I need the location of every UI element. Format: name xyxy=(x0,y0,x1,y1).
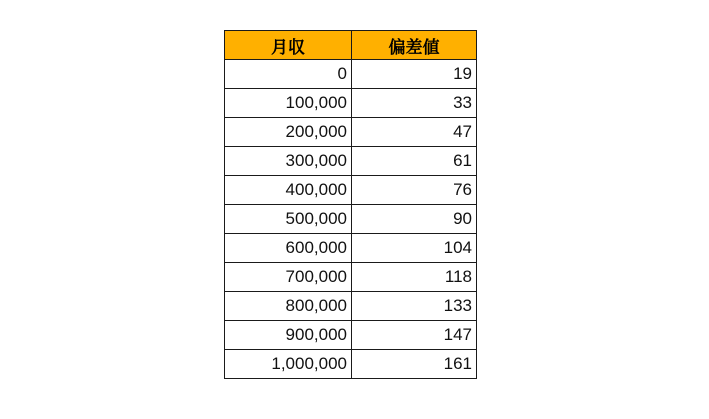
deviation-score-cell[interactable]: 90 xyxy=(352,205,477,234)
monthly-income-cell[interactable]: 800,000 xyxy=(225,292,352,321)
table-row xyxy=(225,205,477,234)
column-header-monthly-income: 月収 xyxy=(225,31,352,60)
table-row xyxy=(225,234,477,263)
deviation-score-cell[interactable]: 76 xyxy=(352,176,477,205)
deviation-score-cell[interactable]: 61 xyxy=(352,147,477,176)
table-row xyxy=(225,176,477,205)
monthly-income-cell[interactable]: 200,000 xyxy=(225,118,352,147)
deviation-score-cell[interactable]: 104 xyxy=(352,234,477,263)
table-row xyxy=(225,118,477,147)
monthly-income-cell[interactable]: 1,000,000 xyxy=(225,350,352,379)
monthly-income-cell[interactable]: 0 xyxy=(225,60,352,89)
monthly-income-cell[interactable]: 400,000 xyxy=(225,176,352,205)
monthly-income-cell[interactable]: 900,000 xyxy=(225,321,352,350)
table-row xyxy=(225,60,477,89)
deviation-score-cell[interactable]: 118 xyxy=(352,263,477,292)
table-row xyxy=(225,292,477,321)
table-row xyxy=(225,321,477,350)
deviation-score-cell[interactable]: 47 xyxy=(352,118,477,147)
monthly-income-cell[interactable]: 300,000 xyxy=(225,147,352,176)
table-row xyxy=(225,263,477,292)
monthly-income-cell[interactable]: 600,000 xyxy=(225,234,352,263)
table-row xyxy=(225,350,477,379)
table-row xyxy=(225,147,477,176)
monthly-income-cell[interactable]: 500,000 xyxy=(225,205,352,234)
deviation-score-cell[interactable]: 147 xyxy=(352,321,477,350)
column-header-deviation-score: 偏差値 xyxy=(352,31,477,60)
income-deviation-table xyxy=(224,30,477,379)
monthly-income-cell[interactable]: 700,000 xyxy=(225,263,352,292)
deviation-score-cell[interactable]: 33 xyxy=(352,89,477,118)
deviation-score-cell[interactable]: 161 xyxy=(352,350,477,379)
deviation-score-cell[interactable]: 19 xyxy=(352,60,477,89)
deviation-score-cell[interactable]: 133 xyxy=(352,292,477,321)
monthly-income-cell[interactable]: 100,000 xyxy=(225,89,352,118)
table-row xyxy=(225,89,477,118)
table-header-row xyxy=(225,31,477,60)
